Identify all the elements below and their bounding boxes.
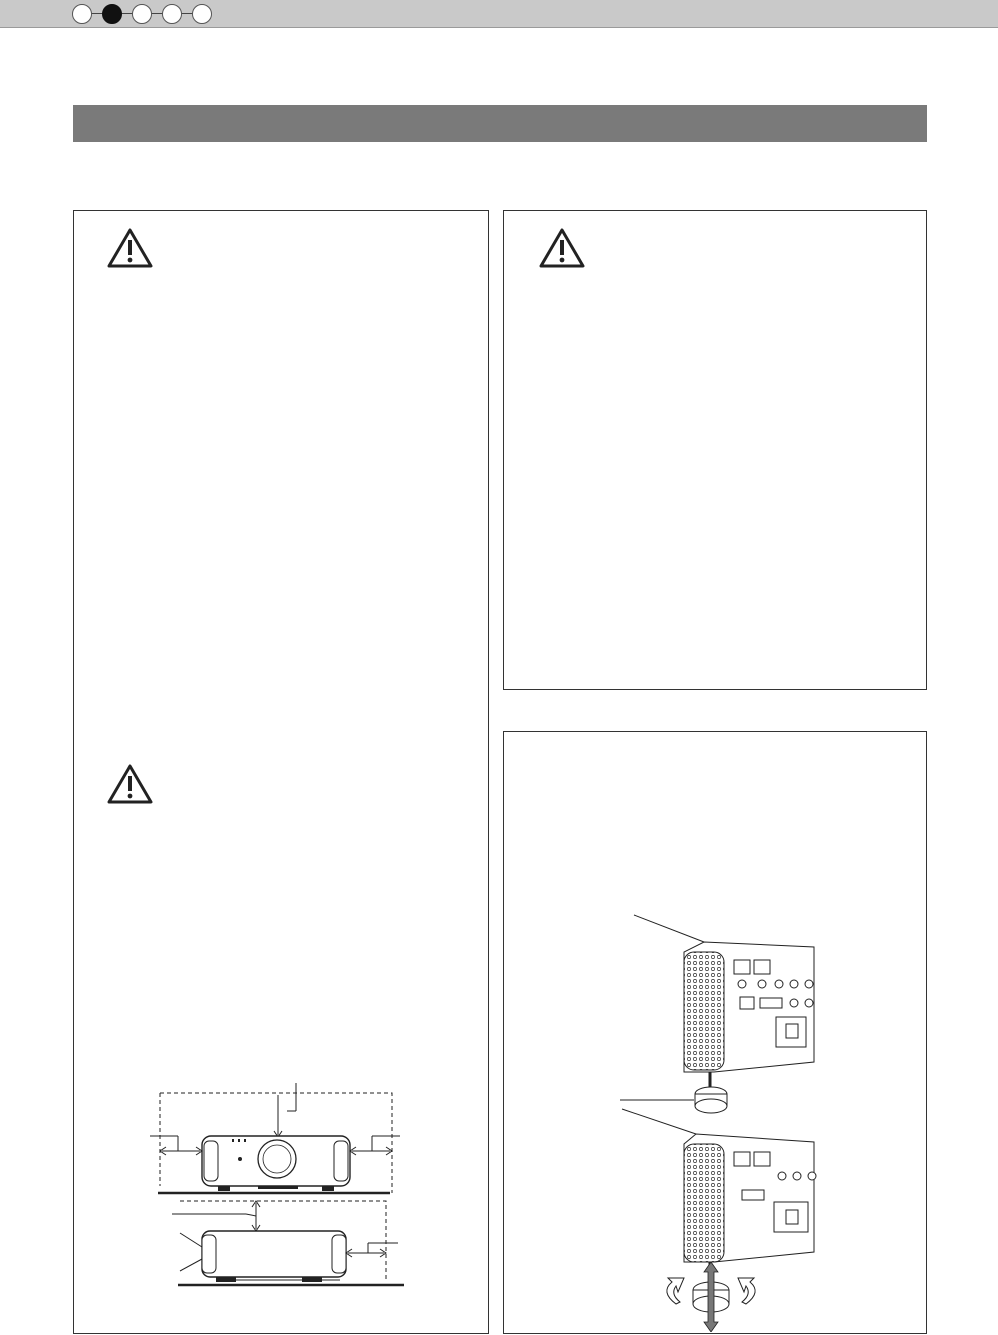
step-indicator bbox=[60, 4, 220, 24]
left-caution-panel bbox=[73, 210, 489, 1334]
step-3-circle bbox=[132, 4, 152, 24]
header-divider bbox=[0, 27, 998, 28]
step-2-circle-active bbox=[102, 4, 122, 24]
step-5-circle bbox=[192, 4, 212, 24]
right-caution-panel bbox=[503, 210, 927, 690]
step-4-circle bbox=[162, 4, 182, 24]
projector-clearance-diagram bbox=[150, 1081, 490, 1316]
warning-triangle-icon bbox=[539, 228, 585, 268]
warning-triangle-icon bbox=[107, 228, 153, 268]
step-1-circle bbox=[72, 4, 92, 24]
adjustable-foot-panel bbox=[503, 731, 927, 1334]
section-heading-band bbox=[73, 105, 927, 142]
adjustable-foot-diagram bbox=[614, 912, 824, 1332]
header-bar bbox=[0, 0, 998, 27]
warning-triangle-icon bbox=[107, 764, 153, 804]
